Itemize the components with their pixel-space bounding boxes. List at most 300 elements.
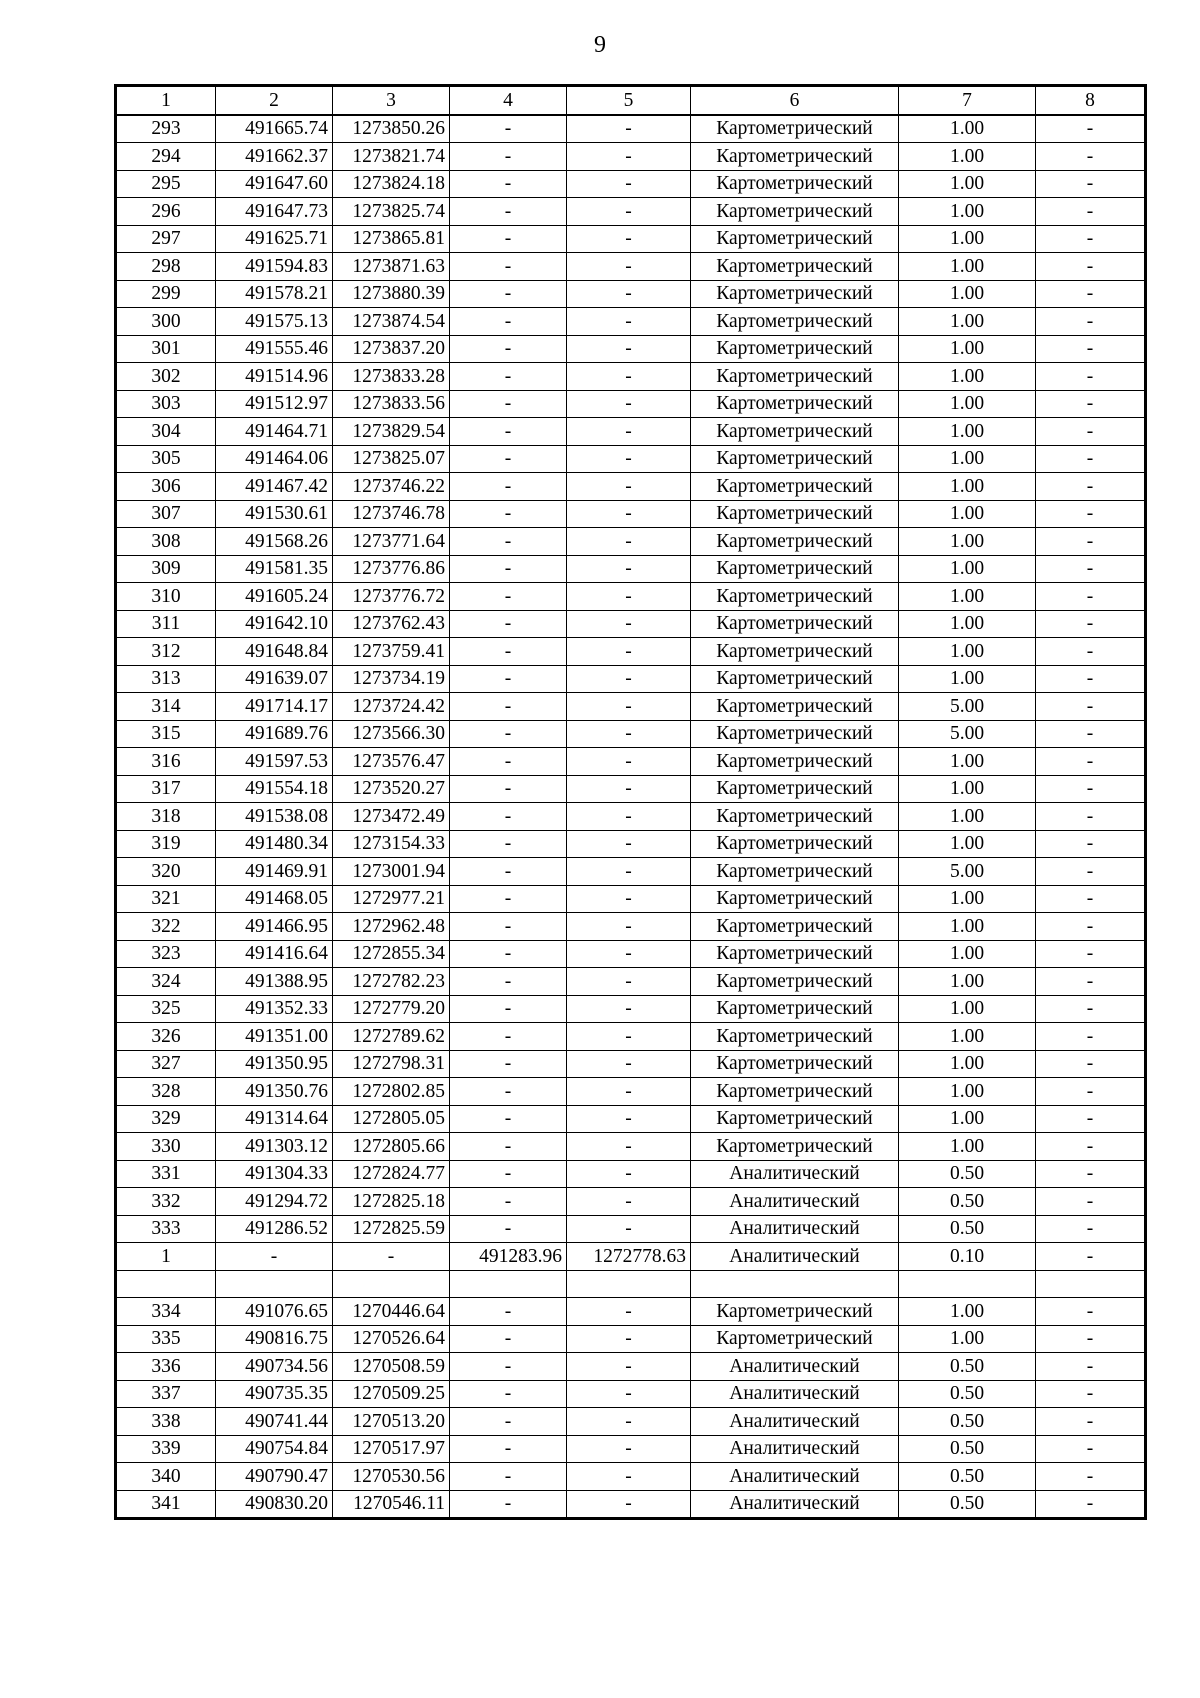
cell-method: Аналитический — [691, 1408, 899, 1436]
cell-accuracy: 1.00 — [899, 830, 1036, 858]
cell-y-coordinate: 1272855.34 — [333, 940, 450, 968]
table-row — [116, 528, 1146, 556]
cell-note: - — [1036, 638, 1146, 666]
cell-y-coordinate-alt: - — [567, 473, 691, 501]
cell-y-coordinate: 1272802.85 — [333, 1078, 450, 1106]
cell-note: - — [1036, 555, 1146, 583]
cell-x-coordinate: 491351.00 — [216, 1023, 333, 1051]
table-header — [116, 86, 1146, 115]
cell-y-coordinate: 1273001.94 — [333, 858, 450, 886]
cell-point-number: 299 — [116, 280, 216, 308]
cell-y-coordinate: 1273724.42 — [333, 693, 450, 721]
cell-accuracy: 1.00 — [899, 1023, 1036, 1051]
cell-x-coordinate: 491350.95 — [216, 1050, 333, 1078]
cell-y-coordinate-alt: - — [567, 445, 691, 473]
cell-method: Картометрический — [691, 583, 899, 611]
cell-note: - — [1036, 500, 1146, 528]
cell-x-coordinate: 491469.91 — [216, 858, 333, 886]
table-row — [116, 418, 1146, 446]
cell-accuracy: 1.00 — [899, 253, 1036, 281]
cell-x-coordinate: 491303.12 — [216, 1133, 333, 1161]
cell-note: - — [1036, 748, 1146, 776]
cell-accuracy: 1.00 — [899, 143, 1036, 171]
cell-x-coordinate-alt: - — [450, 995, 567, 1023]
cell-note: - — [1036, 390, 1146, 418]
cell-y-coordinate-alt: - — [567, 198, 691, 226]
cell-y-coordinate-alt: - — [567, 940, 691, 968]
cell-point-number: 327 — [116, 1050, 216, 1078]
cell-accuracy: 1.00 — [899, 418, 1036, 446]
cell-accuracy: 1.00 — [899, 913, 1036, 941]
cell-note: - — [1036, 1078, 1146, 1106]
cell-point-number: 337 — [116, 1380, 216, 1408]
table-row — [116, 445, 1146, 473]
cell-x-coordinate: 491555.46 — [216, 335, 333, 363]
cell-point-number: 306 — [116, 473, 216, 501]
cell-method: Аналитический — [691, 1243, 899, 1271]
cell-point-number: 295 — [116, 170, 216, 198]
cell-accuracy: 0.50 — [899, 1490, 1036, 1519]
table-row — [116, 225, 1146, 253]
cell-x-coordinate: 490741.44 — [216, 1408, 333, 1436]
cell-x-coordinate: 491714.17 — [216, 693, 333, 721]
cell-method: Картометрический — [691, 1133, 899, 1161]
cell-y-coordinate-alt: - — [567, 1463, 691, 1491]
cell-method: Картометрический — [691, 115, 899, 143]
cell-y-coordinate: 1273776.72 — [333, 583, 450, 611]
cell-method: Картометрический — [691, 500, 899, 528]
cell-accuracy: 1.00 — [899, 583, 1036, 611]
cell-accuracy: 1.00 — [899, 775, 1036, 803]
cell-y-coordinate: 1272805.66 — [333, 1133, 450, 1161]
cell-accuracy: 1.00 — [899, 500, 1036, 528]
cell-method: Аналитический — [691, 1353, 899, 1381]
cell-y-coordinate-alt: - — [567, 528, 691, 556]
table-row — [116, 308, 1146, 336]
cell-note: - — [1036, 720, 1146, 748]
cell-y-coordinate-alt: - — [567, 720, 691, 748]
cell-accuracy: 1.00 — [899, 665, 1036, 693]
cell-y-coordinate: - — [333, 1243, 450, 1271]
cell-y-coordinate-alt: - — [567, 308, 691, 336]
cell-y-coordinate-alt: - — [567, 858, 691, 886]
cell-x-coordinate-alt: - — [450, 1078, 567, 1106]
table-row — [116, 1243, 1146, 1271]
table-row — [116, 115, 1146, 143]
cell-note: - — [1036, 583, 1146, 611]
cell-x-coordinate: 491388.95 — [216, 968, 333, 996]
cell-accuracy: 1.00 — [899, 225, 1036, 253]
cell-method: Картометрический — [691, 1105, 899, 1133]
table-row — [116, 280, 1146, 308]
table-row — [116, 775, 1146, 803]
table-row — [116, 1188, 1146, 1216]
cell-point-number: 312 — [116, 638, 216, 666]
cell-y-coordinate: 1273825.74 — [333, 198, 450, 226]
cell-x-coordinate: 491480.34 — [216, 830, 333, 858]
cell-y-coordinate: 1273771.64 — [333, 528, 450, 556]
cell-method: Картометрический — [691, 693, 899, 721]
cell-note: - — [1036, 1160, 1146, 1188]
cell-method: Картометрический — [691, 748, 899, 776]
cell-y-coordinate: 1273850.26 — [333, 115, 450, 143]
cell-point-number: 320 — [116, 858, 216, 886]
cell-y-coordinate-alt: - — [567, 1298, 691, 1326]
cell-note: - — [1036, 225, 1146, 253]
cell-y-coordinate: 1270513.20 — [333, 1408, 450, 1436]
table-row — [116, 198, 1146, 226]
table-row — [116, 1380, 1146, 1408]
cell-x-coordinate: 491568.26 — [216, 528, 333, 556]
cell-method: Аналитический — [691, 1380, 899, 1408]
table-row — [116, 335, 1146, 363]
cell-method: Картометрический — [691, 280, 899, 308]
cell-y-coordinate: 1273871.63 — [333, 253, 450, 281]
cell-y-coordinate: 1273472.49 — [333, 803, 450, 831]
cell-point-number — [116, 1270, 216, 1298]
cell-point-number: 300 — [116, 308, 216, 336]
cell-method: Картометрический — [691, 253, 899, 281]
cell-x-coordinate-alt: - — [450, 1050, 567, 1078]
cell-y-coordinate: 1272779.20 — [333, 995, 450, 1023]
cell-x-coordinate: 491352.33 — [216, 995, 333, 1023]
cell-note — [1036, 1270, 1146, 1298]
cell-x-coordinate: 491647.60 — [216, 170, 333, 198]
cell-x-coordinate: 491530.61 — [216, 500, 333, 528]
cell-point-number: 293 — [116, 115, 216, 143]
cell-x-coordinate-alt: - — [450, 528, 567, 556]
cell-note: - — [1036, 170, 1146, 198]
cell-y-coordinate-alt: - — [567, 1408, 691, 1436]
cell-note: - — [1036, 1050, 1146, 1078]
cell-point-number: 303 — [116, 390, 216, 418]
cell-accuracy: 1.00 — [899, 335, 1036, 363]
table-row — [116, 1133, 1146, 1161]
cell-y-coordinate: 1270530.56 — [333, 1463, 450, 1491]
cell-x-coordinate: 491665.74 — [216, 115, 333, 143]
cell-point-number: 311 — [116, 610, 216, 638]
column-header-2: 2 — [216, 86, 333, 115]
table-row — [116, 995, 1146, 1023]
cell-y-coordinate-alt: - — [567, 610, 691, 638]
cell-y-coordinate: 1272782.23 — [333, 968, 450, 996]
cell-point-number: 322 — [116, 913, 216, 941]
cell-point-number: 313 — [116, 665, 216, 693]
cell-y-coordinate-alt: - — [567, 418, 691, 446]
cell-x-coordinate-alt: - — [450, 583, 567, 611]
column-header-3: 3 — [333, 86, 450, 115]
cell-method: Картометрический — [691, 363, 899, 391]
cell-x-coordinate: 491468.05 — [216, 885, 333, 913]
cell-method: Картометрический — [691, 940, 899, 968]
cell-note: - — [1036, 308, 1146, 336]
cell-accuracy: 1.00 — [899, 968, 1036, 996]
cell-note: - — [1036, 418, 1146, 446]
cell-x-coordinate-alt: - — [450, 775, 567, 803]
cell-point-number: 334 — [116, 1298, 216, 1326]
cell-note: - — [1036, 1353, 1146, 1381]
cell-y-coordinate-alt: - — [567, 885, 691, 913]
cell-accuracy: 1.00 — [899, 1078, 1036, 1106]
table-row — [116, 1408, 1146, 1436]
cell-x-coordinate: 491662.37 — [216, 143, 333, 171]
column-header-7: 7 — [899, 86, 1036, 115]
cell-x-coordinate: 491350.76 — [216, 1078, 333, 1106]
cell-x-coordinate-alt: - — [450, 335, 567, 363]
cell-y-coordinate-alt: - — [567, 1380, 691, 1408]
cell-x-coordinate-alt: - — [450, 968, 567, 996]
cell-x-coordinate-alt: - — [450, 445, 567, 473]
table-row — [116, 638, 1146, 666]
cell-y-coordinate-alt: - — [567, 115, 691, 143]
cell-x-coordinate-alt: - — [450, 720, 567, 748]
cell-y-coordinate-alt: - — [567, 748, 691, 776]
cell-y-coordinate-alt: - — [567, 1215, 691, 1243]
cell-note: - — [1036, 1023, 1146, 1051]
cell-accuracy: 1.00 — [899, 390, 1036, 418]
cell-y-coordinate: 1273566.30 — [333, 720, 450, 748]
cell-method: Аналитический — [691, 1490, 899, 1519]
cell-y-coordinate-alt: - — [567, 638, 691, 666]
cell-accuracy: 0.50 — [899, 1408, 1036, 1436]
cell-x-coordinate-alt: - — [450, 665, 567, 693]
cell-x-coordinate: 491294.72 — [216, 1188, 333, 1216]
cell-method: Картометрический — [691, 968, 899, 996]
cell-x-coordinate-alt: - — [450, 1435, 567, 1463]
cell-method: Картометрический — [691, 555, 899, 583]
cell-method: Картометрический — [691, 665, 899, 693]
cell-accuracy: 1.00 — [899, 748, 1036, 776]
cell-accuracy: 0.50 — [899, 1188, 1036, 1216]
cell-y-coordinate-alt: - — [567, 1325, 691, 1353]
table-row — [116, 473, 1146, 501]
table-row — [116, 1490, 1146, 1519]
table-row — [116, 1078, 1146, 1106]
cell-point-number: 302 — [116, 363, 216, 391]
cell-accuracy: 1.00 — [899, 528, 1036, 556]
cell-accuracy: 1.00 — [899, 1050, 1036, 1078]
cell-accuracy: 1.00 — [899, 995, 1036, 1023]
table-row — [116, 913, 1146, 941]
cell-y-coordinate: 1273154.33 — [333, 830, 450, 858]
cell-point-number: 317 — [116, 775, 216, 803]
cell-point-number: 326 — [116, 1023, 216, 1051]
cell-x-coordinate: 491464.71 — [216, 418, 333, 446]
cell-x-coordinate: 491689.76 — [216, 720, 333, 748]
cell-x-coordinate-alt: - — [450, 1215, 567, 1243]
cell-y-coordinate: 1270526.64 — [333, 1325, 450, 1353]
cell-y-coordinate-alt: - — [567, 1105, 691, 1133]
cell-x-coordinate-alt: - — [450, 885, 567, 913]
cell-y-coordinate: 1273880.39 — [333, 280, 450, 308]
cell-x-coordinate: 491625.71 — [216, 225, 333, 253]
cell-x-coordinate: 491076.65 — [216, 1298, 333, 1326]
cell-y-coordinate: 1273837.20 — [333, 335, 450, 363]
cell-x-coordinate: 491286.52 — [216, 1215, 333, 1243]
cell-accuracy: 1.00 — [899, 638, 1036, 666]
cell-y-coordinate-alt: - — [567, 1435, 691, 1463]
cell-y-coordinate: 1272798.31 — [333, 1050, 450, 1078]
cell-x-coordinate-alt: - — [450, 803, 567, 831]
cell-point-number: 319 — [116, 830, 216, 858]
column-header-6: 6 — [691, 86, 899, 115]
cell-x-coordinate-alt: - — [450, 1105, 567, 1133]
cell-y-coordinate: 1273874.54 — [333, 308, 450, 336]
table-row — [116, 1023, 1146, 1051]
cell-x-coordinate-alt: - — [450, 1325, 567, 1353]
cell-x-coordinate-alt: - — [450, 308, 567, 336]
cell-method: Картометрический — [691, 473, 899, 501]
cell-point-number: 328 — [116, 1078, 216, 1106]
cell-method: Картометрический — [691, 445, 899, 473]
cell-accuracy: 1.00 — [899, 198, 1036, 226]
cell-y-coordinate-alt: - — [567, 253, 691, 281]
table-row — [116, 693, 1146, 721]
cell-y-coordinate-alt: - — [567, 555, 691, 583]
cell-accuracy: 1.00 — [899, 363, 1036, 391]
cell-point-number: 331 — [116, 1160, 216, 1188]
cell-x-coordinate-alt: - — [450, 390, 567, 418]
table-row — [116, 748, 1146, 776]
cell-note: - — [1036, 115, 1146, 143]
cell-y-coordinate: 1270509.25 — [333, 1380, 450, 1408]
cell-y-coordinate-alt: - — [567, 995, 691, 1023]
cell-y-coordinate-alt: - — [567, 968, 691, 996]
cell-point-number: 329 — [116, 1105, 216, 1133]
cell-method: Картометрический — [691, 720, 899, 748]
cell-point-number: 309 — [116, 555, 216, 583]
cell-point-number: 330 — [116, 1133, 216, 1161]
cell-x-coordinate: 491605.24 — [216, 583, 333, 611]
cell-x-coordinate-alt: - — [450, 170, 567, 198]
cell-accuracy: 0.50 — [899, 1380, 1036, 1408]
cell-y-coordinate-alt: - — [567, 390, 691, 418]
table-row — [116, 1105, 1146, 1133]
cell-x-coordinate-alt: - — [450, 555, 567, 583]
header-row — [116, 86, 1146, 115]
cell-x-coordinate-alt: - — [450, 1408, 567, 1436]
cell-accuracy: 1.00 — [899, 803, 1036, 831]
cell-note: - — [1036, 830, 1146, 858]
cell-point-number: 323 — [116, 940, 216, 968]
cell-x-coordinate-alt: - — [450, 418, 567, 446]
table-row — [116, 830, 1146, 858]
cell-y-coordinate-alt: - — [567, 143, 691, 171]
cell-note: - — [1036, 1298, 1146, 1326]
table-row — [116, 610, 1146, 638]
cell-x-coordinate-alt: - — [450, 858, 567, 886]
cell-note: - — [1036, 1435, 1146, 1463]
cell-x-coordinate-alt: - — [450, 115, 567, 143]
cell-method: Картометрический — [691, 1050, 899, 1078]
cell-y-coordinate-alt: - — [567, 335, 691, 363]
cell-y-coordinate: 1273759.41 — [333, 638, 450, 666]
table-row — [116, 885, 1146, 913]
table-row — [116, 665, 1146, 693]
cell-y-coordinate-alt: - — [567, 913, 691, 941]
cell-note: - — [1036, 1463, 1146, 1491]
cell-point-number: 305 — [116, 445, 216, 473]
cell-x-coordinate: 491466.95 — [216, 913, 333, 941]
cell-point-number: 336 — [116, 1353, 216, 1381]
table-row — [116, 143, 1146, 171]
cell-point-number: 324 — [116, 968, 216, 996]
cell-y-coordinate-alt: - — [567, 500, 691, 528]
cell-x-coordinate-alt: - — [450, 1023, 567, 1051]
cell-method: Картометрический — [691, 170, 899, 198]
cell-accuracy: 1.00 — [899, 555, 1036, 583]
cell-y-coordinate-alt — [567, 1270, 691, 1298]
cell-point-number: 314 — [116, 693, 216, 721]
cell-method: Картометрический — [691, 610, 899, 638]
cell-accuracy: 1.00 — [899, 885, 1036, 913]
cell-method: Аналитический — [691, 1160, 899, 1188]
coordinates-table — [114, 84, 1147, 1520]
cell-point-number: 296 — [116, 198, 216, 226]
cell-note: - — [1036, 1380, 1146, 1408]
cell-note: - — [1036, 775, 1146, 803]
cell-accuracy — [899, 1270, 1036, 1298]
cell-y-coordinate-alt: - — [567, 1160, 691, 1188]
cell-note: - — [1036, 1490, 1146, 1519]
cell-x-coordinate — [216, 1270, 333, 1298]
cell-accuracy: 0.50 — [899, 1215, 1036, 1243]
cell-accuracy: 1.00 — [899, 610, 1036, 638]
cell-note: - — [1036, 1215, 1146, 1243]
cell-method: Картометрический — [691, 638, 899, 666]
cell-note: - — [1036, 1243, 1146, 1271]
table-row — [116, 968, 1146, 996]
cell-y-coordinate-alt: - — [567, 1188, 691, 1216]
cell-accuracy: 1.00 — [899, 473, 1036, 501]
cell-accuracy: 1.00 — [899, 308, 1036, 336]
cell-note: - — [1036, 473, 1146, 501]
cell-x-coordinate-alt: - — [450, 913, 567, 941]
cell-y-coordinate-alt: - — [567, 170, 691, 198]
cell-note: - — [1036, 995, 1146, 1023]
cell-x-coordinate-alt: - — [450, 473, 567, 501]
cell-method — [691, 1270, 899, 1298]
cell-x-coordinate-alt: - — [450, 198, 567, 226]
cell-x-coordinate-alt — [450, 1270, 567, 1298]
cell-method: Картометрический — [691, 803, 899, 831]
cell-note: - — [1036, 665, 1146, 693]
cell-point-number: 304 — [116, 418, 216, 446]
table-row — [116, 253, 1146, 281]
column-header-1: 1 — [116, 86, 216, 115]
cell-note: - — [1036, 940, 1146, 968]
cell-note: - — [1036, 445, 1146, 473]
cell-method: Картометрический — [691, 913, 899, 941]
cell-accuracy: 5.00 — [899, 693, 1036, 721]
cell-note: - — [1036, 1408, 1146, 1436]
cell-y-coordinate-alt: - — [567, 1353, 691, 1381]
cell-y-coordinate: 1273825.07 — [333, 445, 450, 473]
table-row — [116, 720, 1146, 748]
cell-note: - — [1036, 1105, 1146, 1133]
cell-point-number: 310 — [116, 583, 216, 611]
cell-y-coordinate: 1273833.28 — [333, 363, 450, 391]
cell-x-coordinate: 491597.53 — [216, 748, 333, 776]
cell-note: - — [1036, 885, 1146, 913]
cell-point-number: 298 — [116, 253, 216, 281]
cell-point-number: 1 — [116, 1243, 216, 1271]
cell-x-coordinate: 491575.13 — [216, 308, 333, 336]
table-row — [116, 500, 1146, 528]
cell-x-coordinate: 491512.97 — [216, 390, 333, 418]
cell-y-coordinate: 1270517.97 — [333, 1435, 450, 1463]
cell-method: Картометрический — [691, 308, 899, 336]
